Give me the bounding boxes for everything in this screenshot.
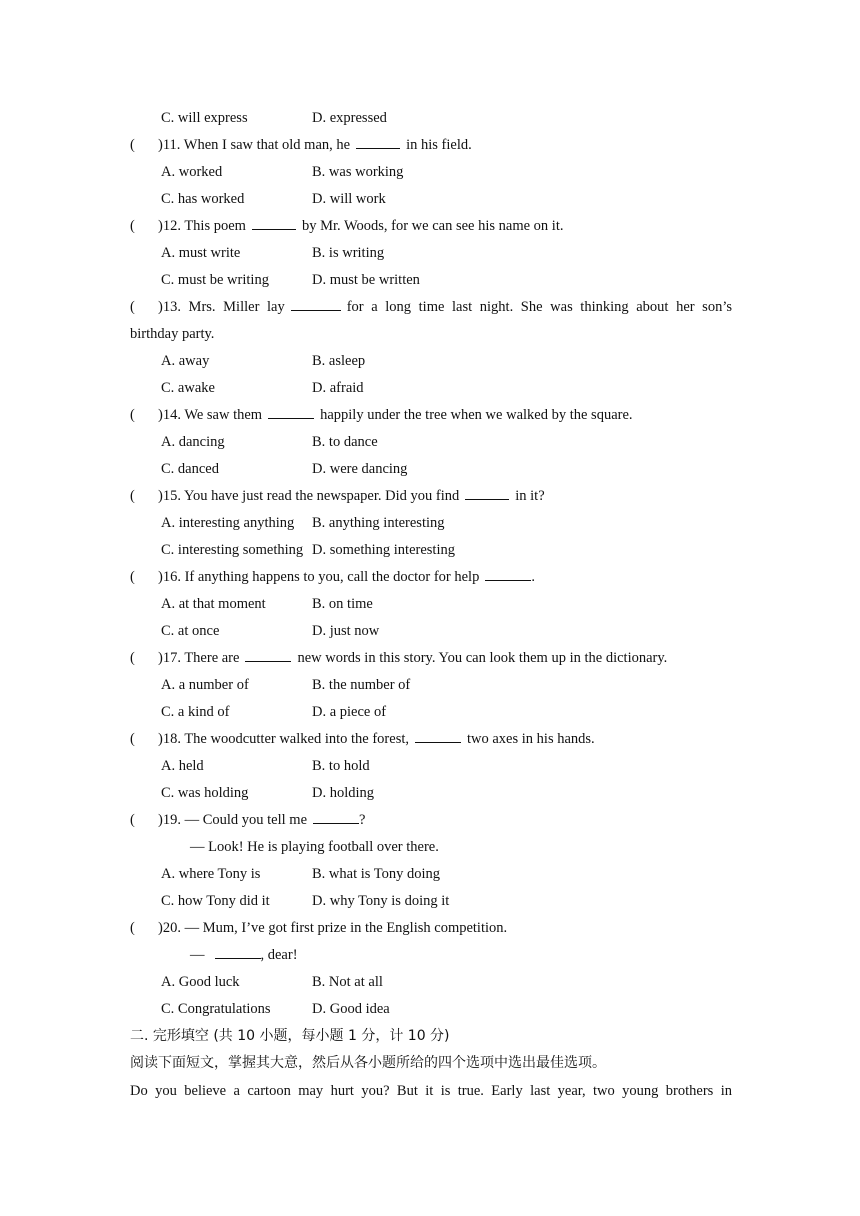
option-d: D. Good idea — [312, 1001, 390, 1017]
dialogue-reply: — Look! He is playing football over there. — [190, 839, 439, 855]
option-c: C. Congratulations — [161, 1001, 271, 1017]
passage-text: Do you believe a cartoon may hurt you? But it is true. Early last year, two young brothers in — [130, 1083, 732, 1099]
option-b: B. was working — [312, 164, 404, 180]
question-12 — [130, 217, 732, 235]
option-d: D. were dancing — [312, 461, 408, 477]
question-text: )18. The woodcutter walked into the forest, — [158, 731, 409, 747]
option-b: B. anything interesting — [312, 515, 445, 531]
question-text-tail: two axes in his hands. — [467, 731, 595, 747]
answer-blank — [415, 730, 461, 743]
answer-paren: ( — [130, 920, 135, 936]
question-text-tail: in it? — [515, 488, 545, 504]
question-text-tail: happily under the tree when we walked by the square. — [320, 407, 633, 423]
option-d: D. why Tony is doing it — [312, 893, 450, 909]
option-c: C. interesting something — [161, 542, 304, 558]
question-18 — [130, 730, 732, 748]
answer-blank — [313, 811, 359, 824]
section-instruction: 阅读下面短文，掌握其大意，然后从各小题所给的四个选项中选出最佳选项。 — [130, 1055, 606, 1071]
option-a: A. Good luck — [161, 974, 240, 990]
option-d: D. afraid — [312, 380, 364, 396]
option-c: C. how Tony did it — [161, 893, 270, 909]
option-c: C. at once — [161, 623, 220, 639]
option-b: B. asleep — [312, 353, 366, 369]
reply-tail: , dear! — [260, 947, 298, 963]
option-a: A. must write — [161, 245, 241, 261]
question-15 — [130, 487, 732, 505]
answer-paren: ( — [130, 218, 135, 234]
question-text: )20. — Mum, I’ve got first prize in the English competition. — [158, 920, 508, 936]
question-11 — [130, 136, 732, 154]
option-c: C. will express — [161, 110, 248, 126]
answer-paren: ( — [130, 650, 135, 666]
question-14 — [130, 406, 732, 424]
answer-paren: ( — [130, 731, 135, 747]
question-text-tail: for a long time last night. She was thinking about her son’s — [346, 299, 733, 315]
answer-blank — [356, 136, 400, 149]
option-d: D. holding — [312, 785, 375, 801]
dialogue-reply — [190, 946, 298, 964]
answer-paren: ( — [130, 299, 135, 315]
question-19 — [130, 811, 732, 829]
option-a: A. away — [161, 353, 210, 369]
reply-dash: — — [190, 947, 205, 963]
question-text: )13. Mrs. Miller lay — [158, 299, 285, 315]
question-text: )15. You have just read the newspaper. Did you find — [158, 488, 460, 504]
answer-blank — [465, 487, 509, 500]
option-b: B. Not at all — [312, 974, 383, 990]
option-a: A. a number of — [161, 677, 249, 693]
option-c: C. has worked — [161, 191, 245, 207]
question-17 — [130, 649, 732, 667]
question-text: )12. This poem — [158, 218, 246, 234]
option-d: D. must be written — [312, 272, 420, 288]
option-b: B. is writing — [312, 245, 385, 261]
option-a: A. dancing — [161, 434, 225, 450]
question-text: )11. When I saw that old man, he — [158, 137, 351, 153]
option-a: A. worked — [161, 164, 223, 180]
answer-paren: ( — [130, 407, 135, 423]
answer-paren: ( — [130, 488, 135, 504]
question-16 — [130, 568, 732, 586]
answer-paren: ( — [130, 569, 135, 585]
question-text-tail: in his field. — [406, 137, 472, 153]
option-a: A. where Tony is — [161, 866, 261, 882]
answer-paren: ( — [130, 812, 135, 828]
question-13-continuation: birthday party. — [130, 326, 215, 342]
question-text: )17. There are — [158, 650, 240, 666]
answer-blank — [291, 298, 341, 311]
option-b: B. to hold — [312, 758, 370, 774]
option-c: C. was holding — [161, 785, 249, 801]
option-b: B. to dance — [312, 434, 378, 450]
question-text-tail: by Mr. Woods, for we can see his name on it. — [301, 218, 564, 234]
option-c: C. awake — [161, 380, 215, 396]
option-b: B. the number of — [312, 677, 411, 693]
question-text: )16. If anything happens to you, call the doctor for help — [158, 569, 480, 585]
option-a: A. at that moment — [161, 596, 266, 612]
option-b: B. what is Tony doing — [312, 866, 441, 882]
answer-paren: ( — [130, 137, 135, 153]
question-text: )14. We saw them — [158, 407, 263, 423]
answer-blank — [485, 568, 531, 581]
answer-blank — [252, 217, 296, 230]
option-a: A. interesting anything — [161, 515, 295, 531]
section-heading: 二. 完形填空 (共 10 小题，每小题 1 分，计 10 分) — [130, 1028, 450, 1044]
option-d: D. a piece of — [312, 704, 387, 720]
question-13 — [130, 298, 732, 316]
answer-blank — [268, 406, 314, 419]
option-b: B. on time — [312, 596, 373, 612]
question-text-tail: new words in this story. You can look them up in the dictionary. — [297, 650, 668, 666]
option-d: D. just now — [312, 623, 380, 639]
option-c: C. must be writing — [161, 272, 269, 288]
question-20 — [130, 919, 732, 937]
option-d: D. something interesting — [312, 542, 455, 558]
answer-blank — [215, 946, 261, 959]
question-text-tail: ? — [359, 812, 366, 828]
question-text-tail: . — [531, 569, 535, 585]
answer-blank — [245, 649, 291, 662]
option-d: D. will work — [312, 191, 386, 207]
option-d: D. expressed — [312, 110, 387, 126]
question-text: )19. — Could you tell me — [158, 812, 308, 828]
option-a: A. held — [161, 758, 204, 774]
option-c: C. a kind of — [161, 704, 230, 720]
option-c: C. danced — [161, 461, 219, 477]
